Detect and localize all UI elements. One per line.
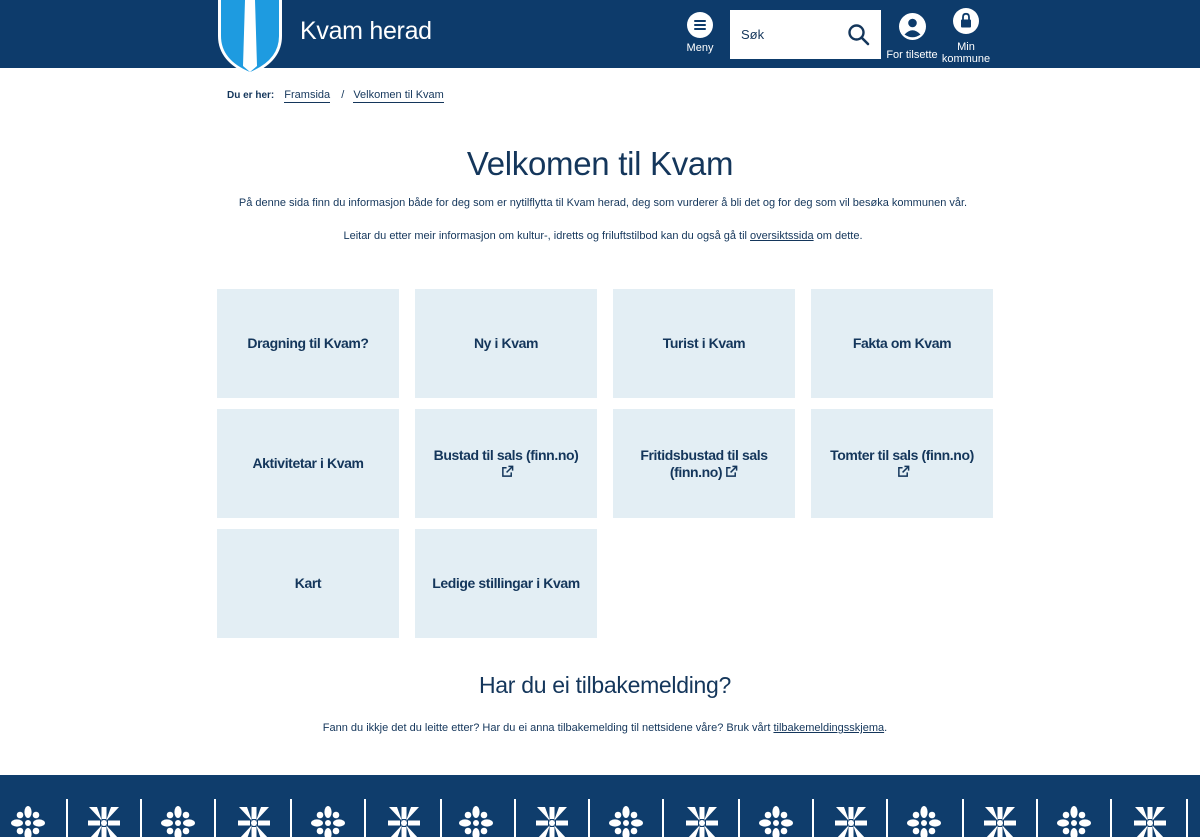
search-icon[interactable] bbox=[846, 22, 872, 48]
tile-moving-to-kvam[interactable] bbox=[217, 289, 399, 398]
feedback-text-after-link: . bbox=[884, 722, 888, 734]
tile-activities-in-kvam[interactable] bbox=[217, 409, 399, 518]
tile-label: Kart bbox=[294, 575, 322, 591]
breadcrumb-separator: / bbox=[341, 89, 345, 101]
tile-tourist-in-kvam[interactable] bbox=[613, 289, 795, 398]
feedback-title: Har du ei tilbakemelding? bbox=[478, 672, 732, 698]
tile-label: Dragning til Kvam? bbox=[247, 335, 369, 351]
employee-button[interactable] bbox=[884, 13, 940, 61]
site-header bbox=[0, 0, 1200, 68]
my-municipality-button[interactable] bbox=[938, 8, 994, 65]
my-municipality-label-1: Min bbox=[957, 41, 975, 53]
tile-map[interactable] bbox=[217, 529, 399, 638]
employee-label: For tilsette bbox=[886, 49, 938, 61]
feedback-text-before-link: Fann du ikkje det du leitte etter? Har du ei anna tilbakemelding til nettsidene våre? Bruk vårt bbox=[322, 722, 774, 734]
tile-label: Tomter til sals (finn.no) bbox=[830, 446, 974, 463]
tile-job-vacancies[interactable] bbox=[415, 529, 597, 638]
tile-label: Ledige stillingar i Kvam bbox=[432, 575, 580, 591]
external-link-icon bbox=[897, 465, 910, 478]
breadcrumb-lead: Du er her: bbox=[227, 90, 275, 101]
tile-label: Fakta om Kvam bbox=[852, 335, 952, 351]
decorative-flower-pattern bbox=[0, 799, 1200, 837]
tile-housing-for-sale[interactable] bbox=[415, 409, 597, 518]
intro-text-after-link: om dette. bbox=[813, 230, 863, 242]
breadcrumb bbox=[227, 89, 444, 101]
feedback-text bbox=[0, 722, 1200, 734]
intro-text-more-info bbox=[0, 230, 1200, 242]
user-icon bbox=[899, 13, 926, 40]
search-input[interactable] bbox=[730, 10, 840, 59]
lock-icon bbox=[953, 8, 979, 34]
tile-new-in-kvam[interactable] bbox=[415, 289, 597, 398]
intro-text: På denne sida finn du informasjon både for deg som er nytilflytta til Kvam herad, deg som vurderer å bli det og for deg som vil besøka kommunen vår. bbox=[238, 197, 968, 209]
page-title: Velkomen til Kvam bbox=[466, 145, 734, 182]
external-link-icon bbox=[501, 465, 514, 478]
tile-label: Aktivitetar i Kvam bbox=[252, 455, 364, 471]
menu-icon bbox=[687, 12, 713, 38]
menu-button[interactable] bbox=[682, 12, 718, 54]
site-footer bbox=[0, 775, 1200, 837]
coat-of-arms-logo[interactable] bbox=[217, 0, 283, 75]
site-title[interactable]: Kvam herad bbox=[300, 17, 432, 45]
tile-label: Bustad til sals (finn.no) bbox=[433, 446, 579, 463]
external-link-icon bbox=[725, 465, 738, 478]
feedback-form-link[interactable]: tilbakemeldingsskjema bbox=[773, 722, 885, 734]
tile-facts-about-kvam[interactable] bbox=[811, 289, 993, 398]
breadcrumb-link-home[interactable]: Framsida bbox=[284, 89, 331, 101]
breadcrumb-link-current[interactable]: Velkomen til Kvam bbox=[353, 89, 444, 101]
menu-label: Meny bbox=[686, 42, 714, 54]
intro-text-before-link: Leitar du etter meir informasjon om kultur-, idretts og friluftstilbod kan du også gå til bbox=[343, 230, 751, 242]
search-box bbox=[730, 10, 881, 59]
my-municipality-label-2: kommune bbox=[941, 53, 991, 65]
tile-label: Fritidsbustad til sals (finn.no) bbox=[640, 446, 768, 480]
tile-label: Turist i Kvam bbox=[662, 335, 746, 351]
tile-plots-for-sale[interactable] bbox=[811, 409, 993, 518]
tile-holiday-home-for-sale[interactable] bbox=[613, 409, 795, 518]
tile-label: Ny i Kvam bbox=[473, 335, 539, 351]
overview-page-link[interactable]: oversiktssida bbox=[750, 230, 814, 242]
